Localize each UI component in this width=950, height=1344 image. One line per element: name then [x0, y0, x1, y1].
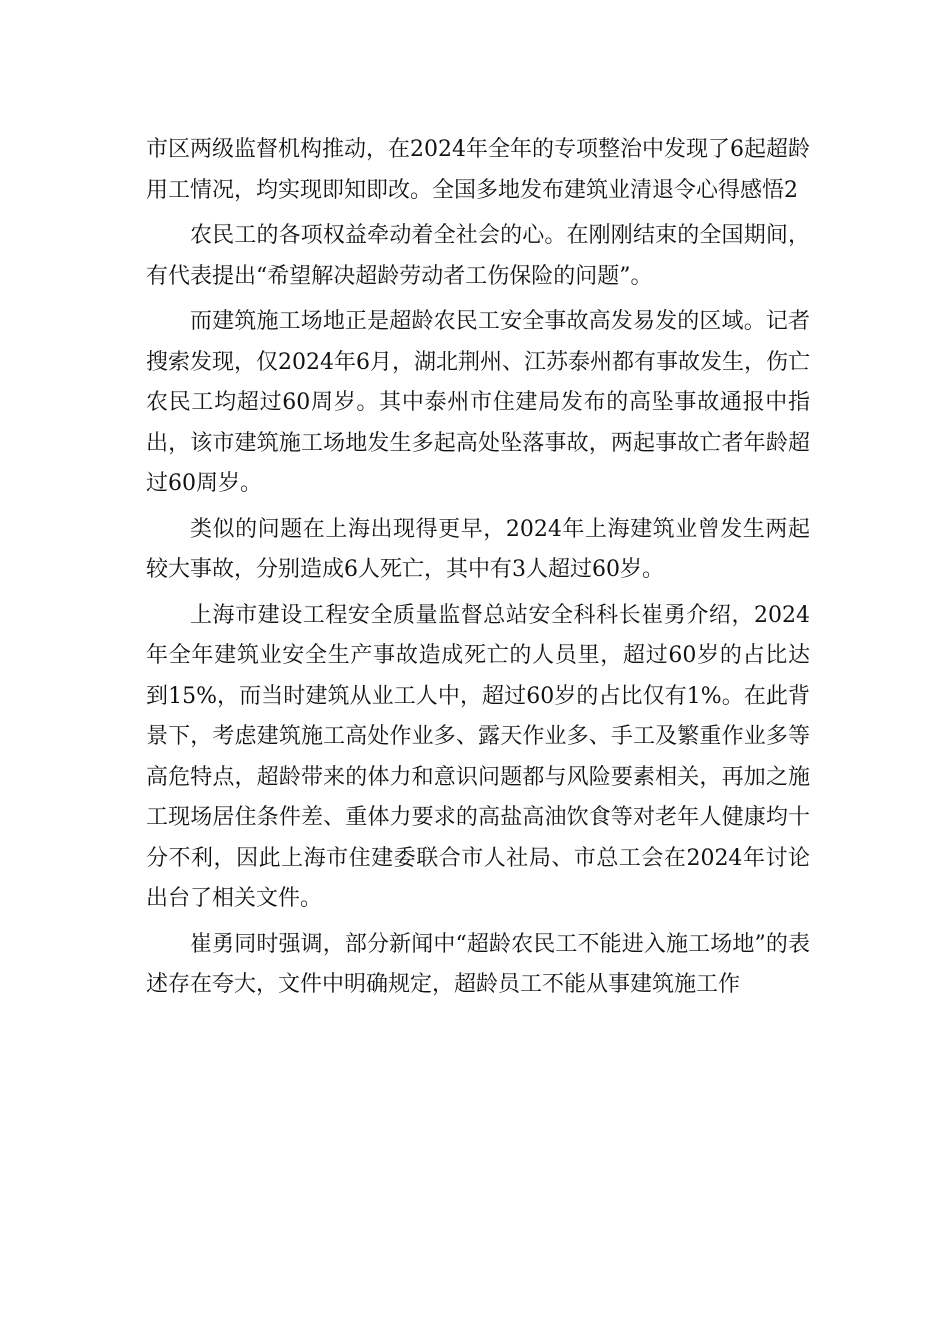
paragraph-6: 崔勇同时强调，部分新闻中“超龄农民工不能进入施工场地”的表述存在夸大，文件中明确规定，超龄员工不能从事建筑施工作: [146, 931, 810, 997]
paragraph-4: 类似的问题在上海出现得更早，2024年上海建筑业曾发生两起较大事故，分别造成6人死亡，其中有3人超过60岁。: [146, 516, 810, 582]
document-body: [146, 130, 810, 1011]
paragraph-3: 而建筑施工场地正是超龄农民工安全事故高发易发的区域。记者搜索发现，仅2024年6月，湖北荆州、江苏泰州都有事故发生，伤亡农民工均超过60周岁。其中泰州市住建局发布的高坠事故通报中指出，该市建筑施工场地发生多起高处坠落事故，两起事故亡者年龄超过60周岁。: [146, 309, 810, 496]
paragraph-2: 农民工的各项权益牵动着全社会的心。在刚刚结束的全国期间，有代表提出“希望解决超龄劳动者工伤保险的问题”。: [146, 223, 810, 289]
paragraph-5: 上海市建设工程安全质量监督总站安全科科长崔勇介绍，2024年全年建筑业安全生产事故造成死亡的人员里，超过60岁的占比达到15%，而当时建筑从业工人中，超过60岁的占比仅有1%。在此背景下，考虑建筑施工高处作业多、露天作业多、手工及繁重作业多等高危特点，超龄带来的体力和意识问题都与风险要素相关，再加之施工现场居住条件差、重体力要求的高盐高油饮食等对老年人健康均十分不利，因此上海市住建委联合市人社局、市总工会在2024年讨论出台了相关文件。: [146, 602, 810, 911]
paragraph-1: 市区两级监督机构推动，在2024年全年的专项整治中发现了6起超龄用工情况，均实现即知即改。全国多地发布建筑业清退令心得感悟2: [146, 137, 810, 203]
